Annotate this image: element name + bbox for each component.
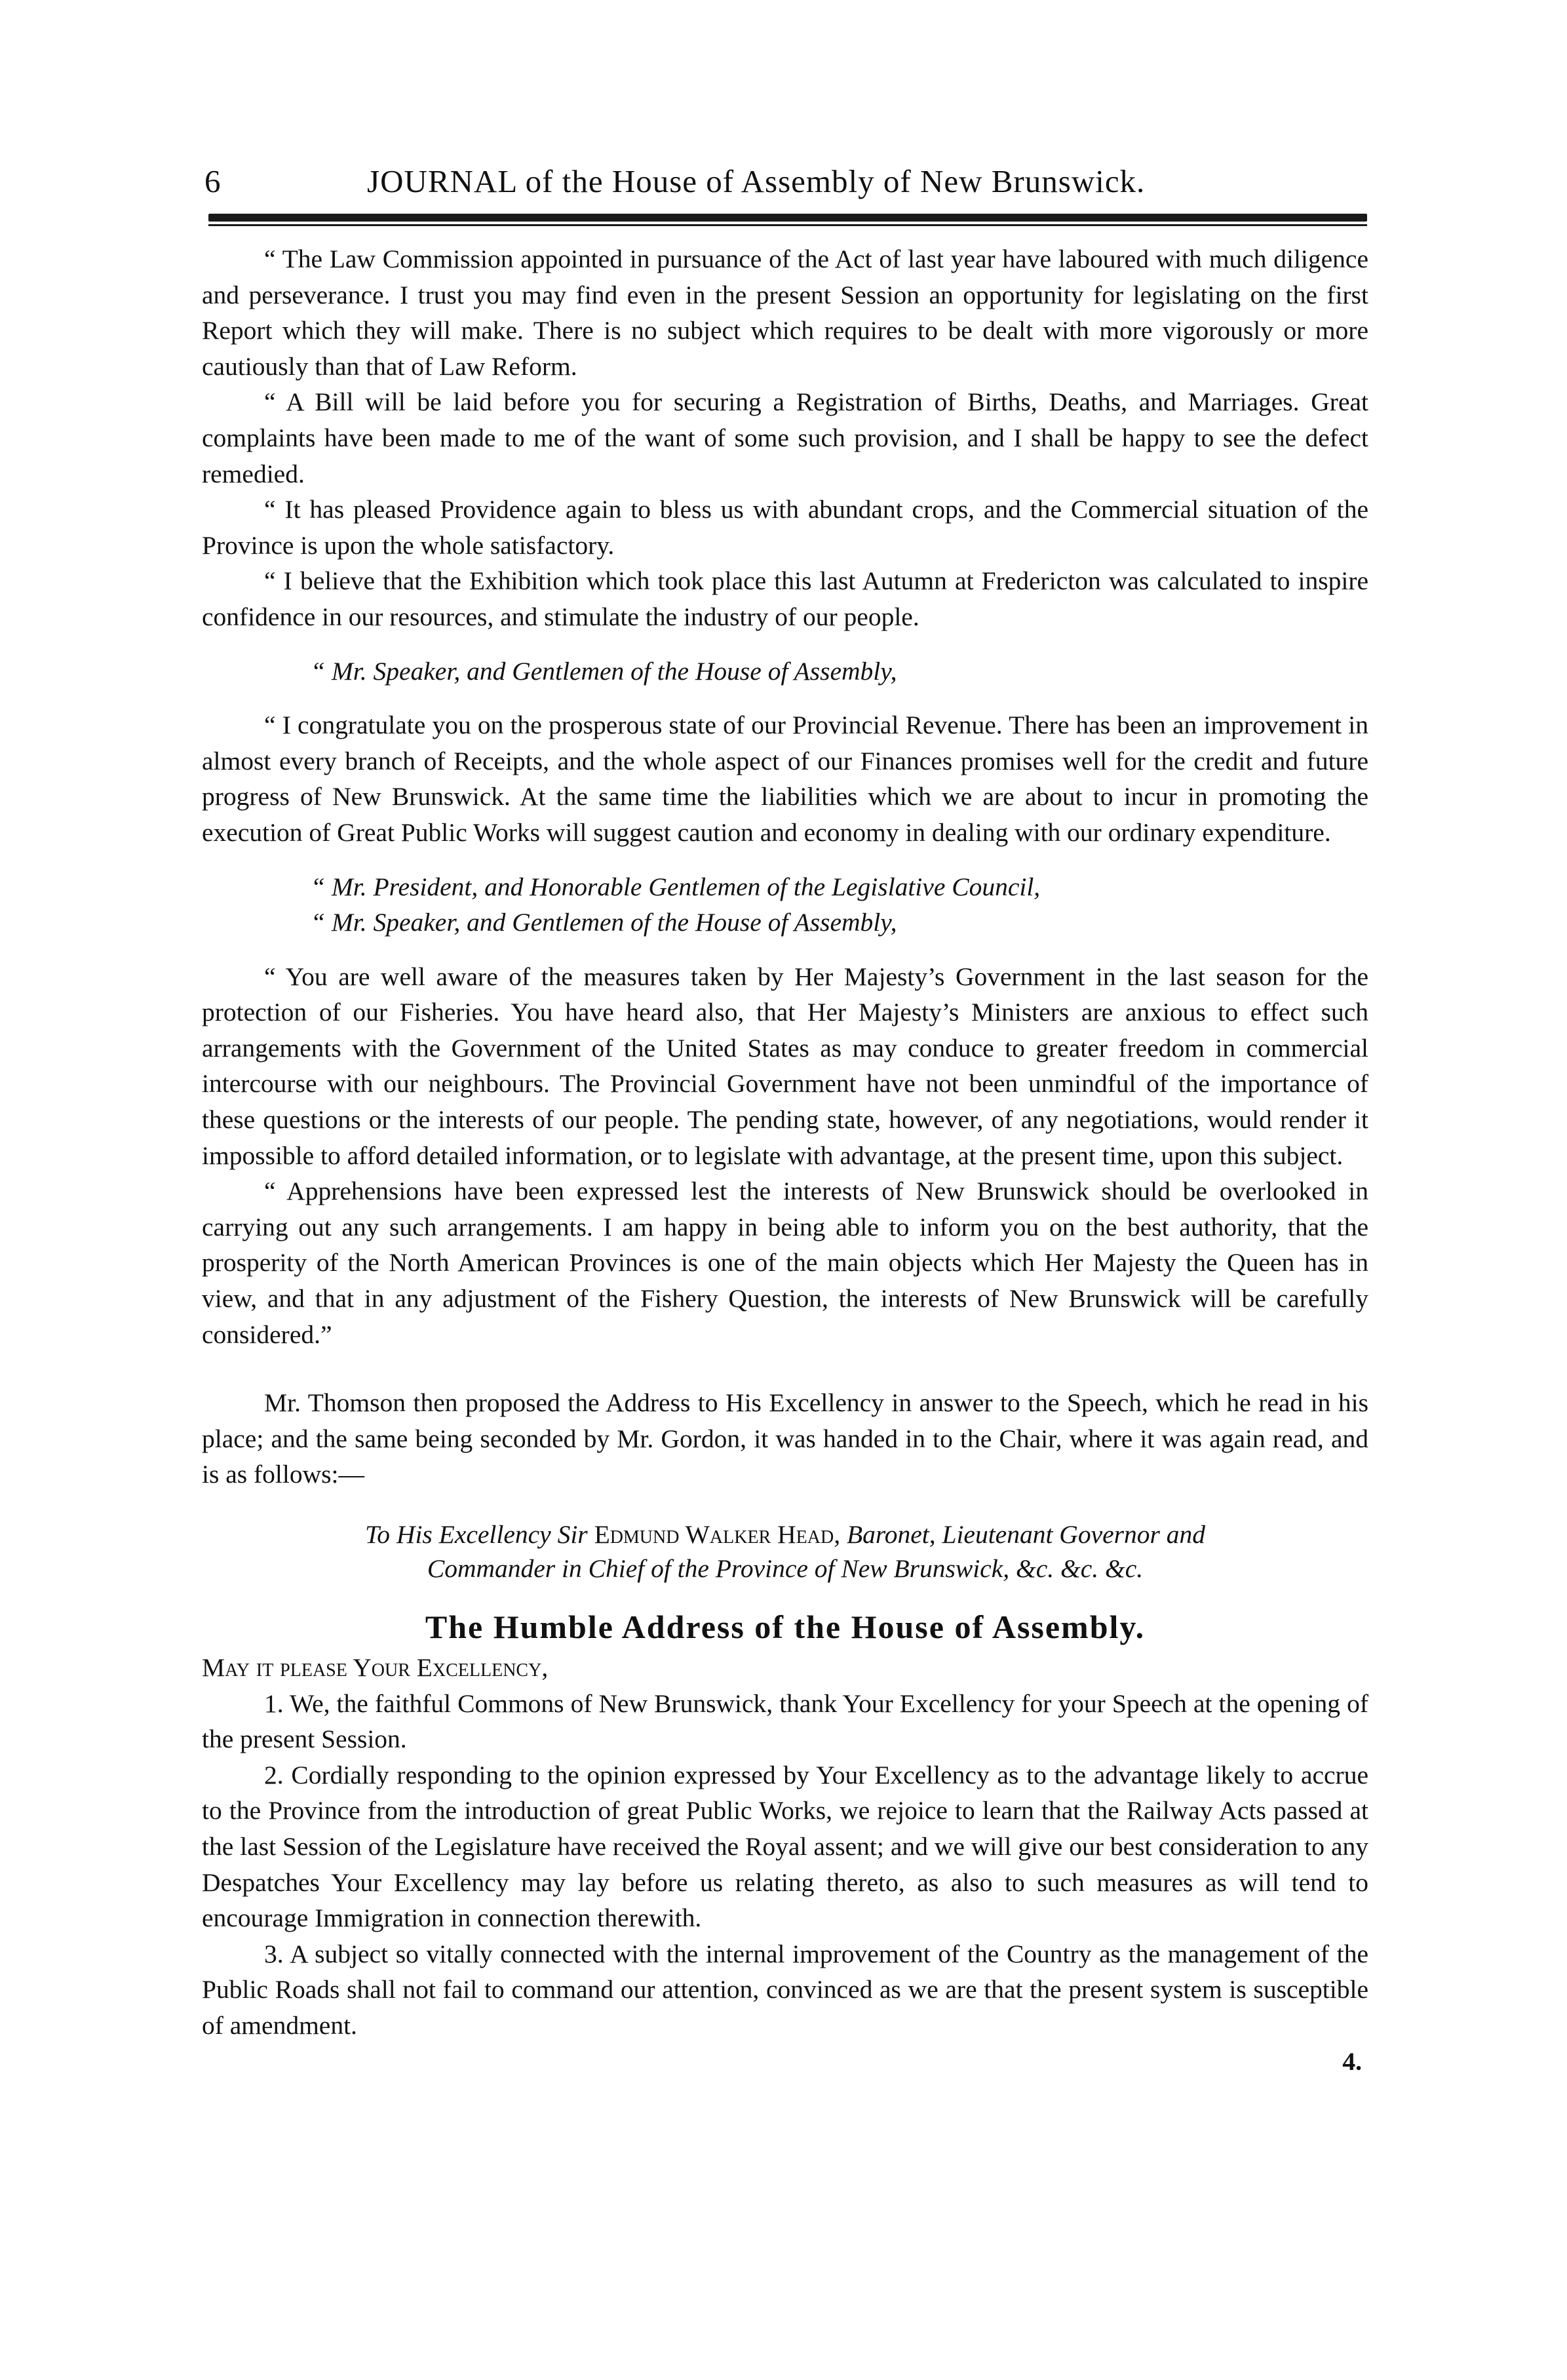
address-title: The Humble Address of the House of Assembly.	[425, 1609, 1146, 1645]
address-recipient-suffix: , Baronet, Lieutenant Governor and	[834, 1520, 1206, 1549]
address-item: 2. Cordially responding to the opinion expressed by Your Excellency as to the advantage likely to accrue to the Province from the introduction of great Public Works, we rejoice to learn that the Railway Acts passed at the last Session of the Legislature have received the Royal assent; and we will give our best consideration to any Despatches Your Excellency may lay before us relating thereto, as also to such measures as will tend to encourage Immigration in connection therewith.	[202, 1760, 1368, 1933]
page-number: 6	[204, 163, 222, 199]
speech-paragraph-exhibition: “ I believe that the Exhibition which took place this last Autumn at Fredericton was calculated to inspire confidence in our resources, and stimulate the industry of our people.	[202, 566, 1368, 631]
address-recipient-name: Edmund Walker Head	[594, 1520, 834, 1549]
catchword: 4.	[1342, 2046, 1362, 2076]
speech-paragraph-crops: “ It has pleased Providence again to bless us with abundant crops, and the Commercial situation of the Province is upon the whole satisfactory.	[202, 495, 1368, 560]
address-recipient-line-1	[202, 1517, 1368, 1551]
speech-paragraph-apprehensions: “ Apprehensions have been expressed lest the interests of New Brunswick should be overlooked in carrying out any such arrangements. I am happy in being able to inform you on the best authority, that the prosperity of the North American Provinces is one of the main objects which Her Majesty the Queen has in view, and that in any adjustment of the Fishery Question, the interests of New Brunswick will be carefully considered.”	[202, 1177, 1368, 1349]
page-body	[202, 241, 1368, 2079]
address-salutation: May it please Your Excellency,	[202, 1653, 549, 1682]
speech-paragraph-fisheries: “ You are well aware of the measures taken by Her Majesty’s Government in the last season for the protection of our Fisheries. You have heard also, that Her Majesty’s Ministers are anxious to effect such arrangements with the Government of the United States as may conduce to greater freedom in commercial intercourse with our neighbours. The Provincial Government have not been unmindful of the importance of these questions or the interests of our people. The pending state, however, of any negotiations, would render it impossible to afford detailed information, or to legislate with advantage, at the present time, upon this subject.	[202, 962, 1368, 1170]
header-rule	[208, 214, 1367, 222]
address-item: 3. A subject so vitally connected with the internal improvement of the Country as the management of the Public Roads shall not fail to command our attention, convinced as we are that the present system is susceptible of amendment.	[202, 1939, 1368, 2040]
page-header	[204, 163, 1371, 208]
salutation-council: “ Mr. President, and Honorable Gentlemen of the Legislative Council,	[311, 872, 1041, 901]
address-recipient-prefix: To His Excellency Sir	[364, 1520, 594, 1549]
speech-paragraph-revenue: “ I congratulate you on the prosperous state of our Provincial Revenue. There has been an improvement in almost every branch of Receipts, and the whole aspect of our Finances promises well for the credit and future progress of New Brunswick. At the same time the liabilities which we are about to incur in promoting the execution of Great Public Works will suggest caution and economy in dealing with our ordinary expenditure.	[202, 711, 1368, 847]
address-recipient-line-2: Commander in Chief of the Province of New Brunswick, &c. &c. &c.	[427, 1554, 1144, 1583]
header-rule-thin	[208, 224, 1367, 226]
address-item: 1. We, the faithful Commons of New Brunswick, thank Your Excellency for your Speech at the opening of the present Session.	[202, 1688, 1368, 1754]
salutation-assembly: “ Mr. Speaker, and Gentlemen of the House of Assembly,	[311, 908, 897, 937]
proceedings-paragraph: Mr. Thomson then proposed the Address to His Excellency in answer to the Speech, which he read in his place; and the same being seconded by Mr. Gordon, it was handed in to the Chair, where it was again read, and is as follows:—	[202, 1388, 1368, 1489]
speech-paragraph-law-commission: “ The Law Commission appointed in pursuance of the Act of last year have laboured with much diligence and perseverance. I trust you may find even in the present Session an opportunity for legislating on the first Report which they will make. There is no subject which requires to be dealt with more vigorously or more cautiously than that of Law Reform.	[202, 244, 1368, 381]
salutation-speaker: “ Mr. Speaker, and Gentlemen of the House of Assembly,	[311, 656, 897, 686]
running-title: JOURNAL of the House of Assembly of New Brunswick.	[367, 163, 1146, 199]
speech-paragraph-registration: “ A Bill will be laid before you for securing a Registration of Births, Deaths, and Marriages. Great complaints have been made to me of the want of some such provision, and I shall be happy to see the defect remedied.	[202, 387, 1368, 488]
